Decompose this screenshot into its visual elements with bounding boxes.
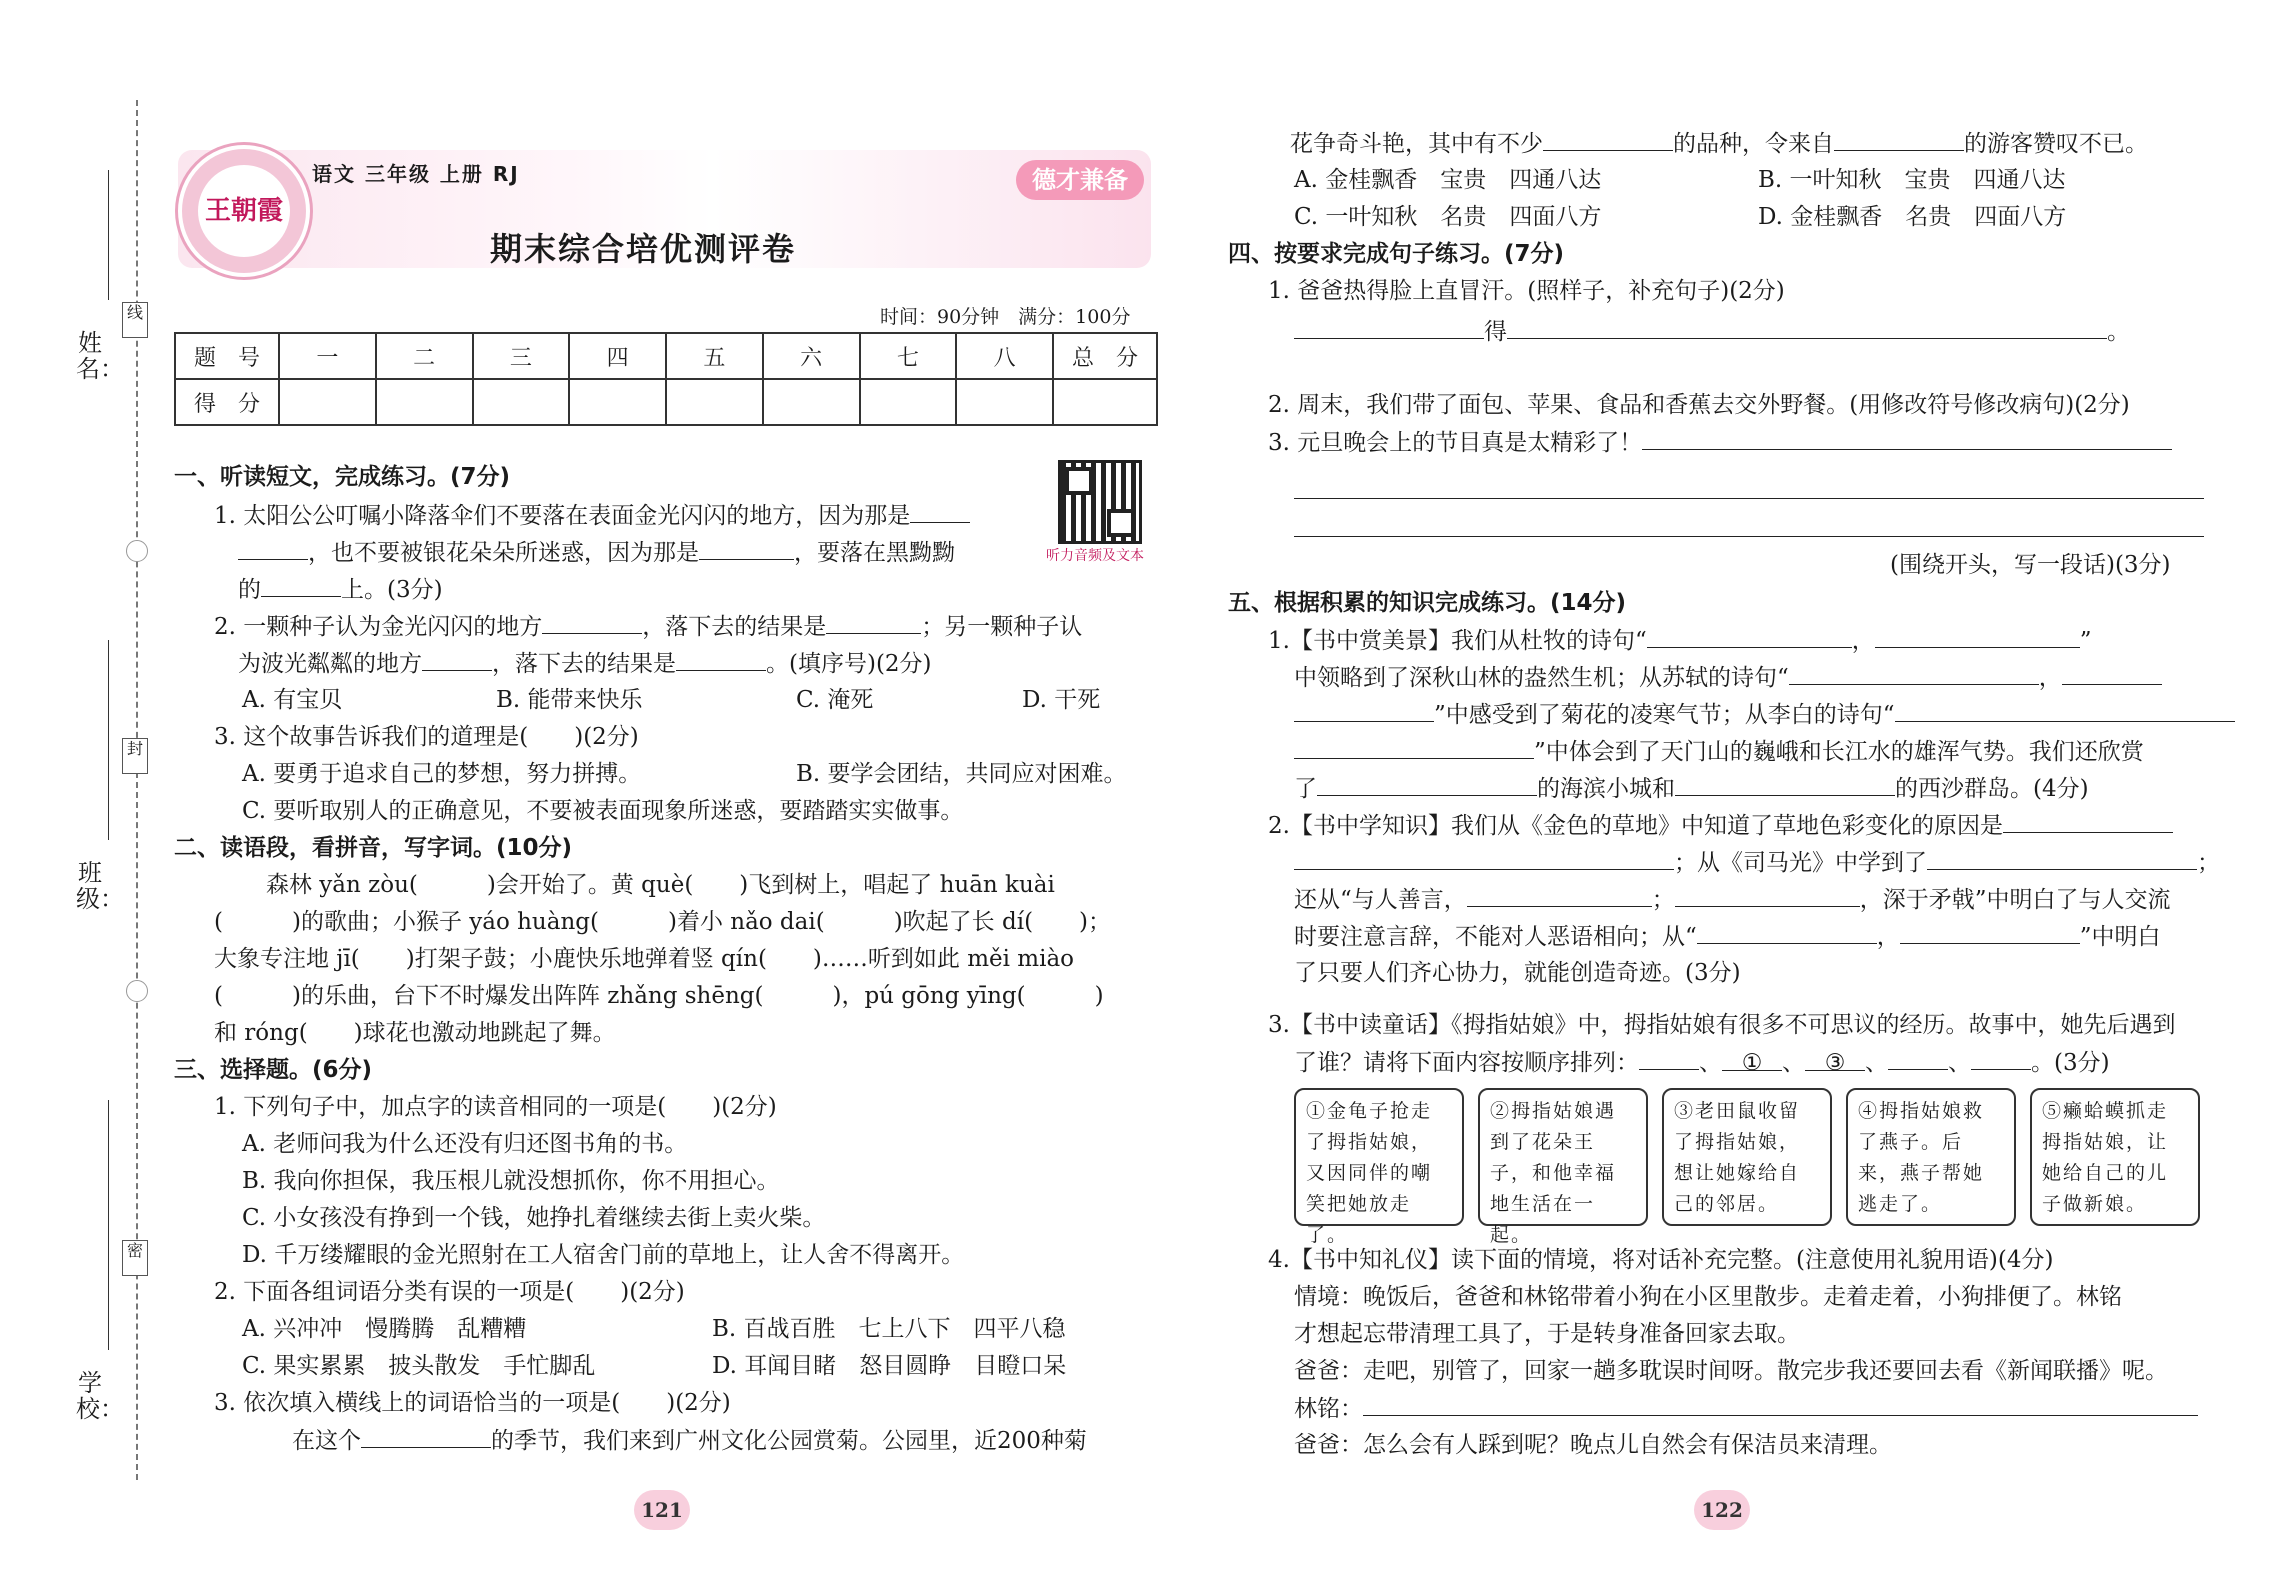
text: 了谁？请将下面内容按顺序排列：	[1294, 1050, 1639, 1076]
text: 。(填序号)(2分)	[766, 651, 932, 677]
blank[interactable]	[1697, 921, 1877, 944]
q2-option[interactable]: A. 有宝贝	[242, 687, 343, 713]
story-card: ③老田鼠收留了拇指姑娘，想让她嫁给自己的邻居。	[1662, 1088, 1832, 1226]
binder-mark-mi: 密	[122, 1240, 148, 1276]
blank[interactable]	[1363, 1393, 2198, 1416]
name-label: 姓 名：	[76, 329, 124, 383]
cell: 四	[569, 333, 666, 379]
blank[interactable]	[1639, 1047, 1699, 1070]
d1-answer: 得 。	[1294, 316, 2130, 347]
binder-hole	[126, 540, 148, 562]
c2-option-b[interactable]: B. 百战百胜 七上八下 四平八稳	[712, 1316, 1066, 1342]
score-table-header-row	[175, 333, 1157, 379]
c3-continued	[1290, 128, 2148, 159]
blank[interactable]	[1543, 128, 1673, 151]
q2-option[interactable]: B. 能带来快乐	[496, 687, 643, 713]
blank[interactable]	[1875, 625, 2080, 648]
q1-line1	[214, 500, 970, 531]
text: 2.【书中学知识】我们从《金色的草地》中知道了草地色彩变化的原因是	[1268, 813, 2003, 839]
blank[interactable]	[1971, 1047, 2031, 1070]
section-1-heading: 一、听读短文，完成练习。(7分)	[174, 464, 511, 490]
blank[interactable]	[1294, 316, 1484, 339]
text: ，	[1851, 628, 1875, 654]
blank[interactable]	[361, 1425, 491, 1448]
score-table-score-row	[175, 379, 1157, 425]
score-cell[interactable]	[956, 379, 1053, 425]
text: ；	[2197, 850, 2220, 876]
k4-dialog-dad-2: 爸爸：怎么会有人踩到呢？晚点儿自然会有保洁员来清理。	[1294, 1432, 1892, 1458]
text: 了	[1294, 776, 1317, 802]
qr-caption: 听力音频及文本	[1046, 548, 1144, 564]
pinyin-line: ( )的歌曲；小猴子 yáo huàng( )着小 nǎo dai( )吹起了长 dí( )；	[214, 909, 1112, 935]
k1-line4	[1294, 736, 2144, 767]
k2-line4	[1294, 921, 2161, 952]
score-cell[interactable]	[473, 379, 570, 425]
cell: 三	[473, 333, 570, 379]
c3-text	[292, 1425, 1087, 1456]
blank[interactable]	[1675, 884, 1860, 907]
q1-line2	[238, 537, 955, 568]
text: ，落下去的结果是	[492, 651, 676, 677]
c3-prompt: 3. 依次填入横线上的词语恰当的一项是( )(2分)	[214, 1390, 731, 1416]
k1-line2	[1294, 662, 2162, 693]
c3-option-b[interactable]: B. 一叶知秋 宝贵 四通八达	[1758, 167, 2066, 193]
d2-prompt: 2. 周末，我们带了面包、苹果、食品和香蕉去交外野餐。(用修改符号修改病句)(2分)	[1268, 392, 2130, 418]
text: ，落下去的结果是	[642, 614, 827, 640]
k3-line1: 3.【书中读童话】《拇指姑娘》中，拇指姑娘有很多不可思议的经历。故事中，她先后遇到	[1268, 1012, 2176, 1038]
k4-prompt: 4.【书中知礼仪】读下面的情境，将对话补充完整。(注意使用礼貌用语)(4分)	[1268, 1247, 2054, 1273]
text: 林铭：	[1294, 1396, 1363, 1422]
k3-line2: 了谁？请将下面内容按顺序排列： 、 ① 、 ③ 、 、 。(3分)	[1294, 1047, 2110, 1078]
score-table	[174, 332, 1158, 426]
text: 1.【书中赏美景】我们从杜牧的诗句“	[1268, 628, 1647, 654]
text: ；	[1651, 887, 1675, 913]
cell: 一	[279, 333, 376, 379]
k1-line3	[1294, 699, 2235, 730]
text: 的品种，令来自	[1673, 131, 1834, 157]
time-info: 时间：90分钟 满分：100分	[880, 306, 1131, 328]
page-title: 期末综合培优测评卷	[490, 230, 797, 268]
k1-line1	[1268, 625, 2091, 656]
section-4-heading: 四、按要求完成句子练习。(7分)	[1228, 241, 1565, 267]
text: 中领略到了深秋山林的盎然生机；从苏轼的诗句“	[1294, 665, 1789, 691]
cell: 题 号	[175, 333, 279, 379]
text: 的西沙群岛。(4分)	[1895, 776, 2089, 802]
score-cell[interactable]	[279, 379, 376, 425]
k4-scene-2: 才想起忘带清理工具了，于是转身准备回家去取。	[1294, 1321, 1800, 1347]
blank[interactable]	[1834, 128, 1964, 151]
page-number-left: 121	[634, 1490, 690, 1530]
logo-text: 王朝霞	[198, 165, 290, 257]
blank[interactable]	[542, 611, 642, 634]
cell: 得 分	[175, 379, 279, 425]
story-card: ④拇指姑娘救了燕子。后来，燕子帮她逃走了。	[1846, 1088, 2016, 1226]
pinyin-line: 和 róng( )球花也激动地跳起了舞。	[214, 1020, 616, 1046]
q3-option-b[interactable]: B. 要学会团结，共同应对困难。	[796, 761, 1127, 787]
k2-line1	[1268, 810, 2173, 841]
blank[interactable]	[676, 648, 766, 671]
q3-prompt: 3. 这个故事告诉我们的道理是( )(2分)	[214, 724, 639, 750]
blank-filled: ①	[1722, 1048, 1782, 1071]
story-card: ②拇指姑娘遇到了花朵王子，和他幸福地生活在一起。	[1478, 1088, 1648, 1226]
q2-option[interactable]: C. 淹死	[796, 687, 874, 713]
text: ；从《司马光》中学到了	[1674, 850, 1927, 876]
text: ”	[2079, 628, 2092, 654]
blank[interactable]	[1642, 427, 2172, 450]
c3-option-c[interactable]: C. 一叶知秋 名贵 四面八方	[1294, 204, 1602, 230]
k4-scene-1: 情境：晚饭后，爸爸和林铭带着小狗在小区里散步。走着走着，小狗排便了。林铭	[1294, 1284, 2122, 1310]
cell: 七	[860, 333, 957, 379]
text: ”中体会到了天门山的巍峨和长江水的雄浑气势。我们还欣赏	[1534, 739, 2144, 765]
k1-line5	[1294, 773, 2089, 804]
blank-filled: ③	[1805, 1048, 1865, 1071]
blank[interactable]	[1294, 699, 1434, 722]
text: 为波光粼粼的地方	[238, 651, 422, 677]
story-card: ⑤癞蛤蟆抓走拇指姑娘，让她给自己的儿子做新娘。	[2030, 1088, 2200, 1226]
blank[interactable]	[1895, 699, 2235, 722]
school-label: 学 校：	[76, 1369, 124, 1423]
text: 的海滨小城和	[1537, 776, 1675, 802]
text: ，	[2038, 665, 2062, 691]
answer-line[interactable]	[1294, 498, 2204, 499]
c1-option-b[interactable]: B. 我向你担保，我压根儿就没想抓你，你不用担心。	[242, 1168, 780, 1194]
class-label: 班 级：	[76, 859, 124, 913]
answer-line[interactable]	[1294, 536, 2204, 537]
section-3-heading: 三、选择题。(6分)	[174, 1057, 373, 1083]
school-write-line	[108, 1100, 109, 1350]
text: 3. 元旦晚会上的节目真是太精彩了！	[1268, 430, 1643, 456]
binder-mark-xian: 线	[122, 302, 148, 338]
score-cell[interactable]	[860, 379, 957, 425]
c2-option-d[interactable]: D. 耳闻目睹 怒目圆睁 目瞪口呆	[712, 1353, 1067, 1379]
score-cell[interactable]	[1053, 379, 1157, 425]
c1-option-c[interactable]: C. 小女孩没有挣到一个钱，她挣扎着继续去街上卖火柴。	[242, 1205, 826, 1231]
q3-option-c[interactable]: C. 要听取别人的正确意见，不要被表面现象所迷惑，要踏踏实实做事。	[242, 798, 964, 824]
subject-info: 语文 三年级 上册 RJ	[312, 162, 520, 186]
section-2-heading: 二、读语段，看拼音，写字词。(10分)	[174, 835, 573, 861]
cell: 八	[956, 333, 1053, 379]
binder-hole	[126, 980, 148, 1002]
c3-option-a[interactable]: A. 金桂飘香 宝贵 四通八达	[1294, 167, 1602, 193]
pinyin-line: 大象专注地 jī( )打架子鼓；小鹿快乐地弹着竖 qín( )……听到如此 měi miào	[214, 946, 1075, 972]
section-5-heading: 五、根据积累的知识完成练习。(14分)	[1228, 590, 1627, 616]
k4-dialog-dad: 爸爸：走吧，别管了，回家一趟多耽误时间呀。散完步我还要回去看《新闻联播》呢。	[1294, 1358, 2168, 1384]
q3-option-a[interactable]: A. 要勇于追求自己的梦想，努力拼搏。	[242, 761, 642, 787]
k2-line5: 了只要人们齐心协力，就能创造奇迹。(3分)	[1294, 960, 1741, 986]
c1-prompt: 1. 下列句子中，加点字的读音相同的一项是( )(2分)	[214, 1094, 777, 1120]
c2-prompt: 2. 下面各组词语分类有误的一项是( )(2分)	[214, 1279, 685, 1305]
text: ”中感受到了菊花的凌寒气节；从李白的诗句“	[1434, 702, 1895, 728]
c1-option-d[interactable]: D. 千万缕耀眼的金光照射在工人宿舍门前的草地上，让人舍不得离开。	[242, 1242, 965, 1268]
text: 。(3分)	[2031, 1050, 2110, 1076]
score-cell[interactable]	[569, 379, 666, 425]
blank[interactable]	[1294, 847, 1674, 870]
class-write-line	[108, 640, 109, 840]
blank[interactable]	[1888, 1047, 1948, 1070]
blank[interactable]	[699, 537, 794, 560]
text: ，	[1876, 924, 1900, 950]
text: ”中明白	[2079, 924, 2161, 950]
c1-option-a[interactable]: A. 老师问我为什么还没有归还图书角的书。	[242, 1131, 688, 1157]
story-card: ①金龟子抢走了拇指姑娘，又因同伴的嘲笑把她放走了。	[1294, 1088, 1464, 1226]
text: 的游客赞叹不已。	[1964, 131, 2148, 157]
blank[interactable]	[1927, 847, 2197, 870]
cell: 五	[666, 333, 763, 379]
c2-option-a[interactable]: A. 兴冲冲 慢腾腾 乱糟糟	[242, 1316, 527, 1342]
cell: 六	[763, 333, 860, 379]
blank[interactable]	[826, 611, 921, 634]
blank[interactable]	[910, 500, 970, 523]
text: 上。(3分)	[341, 577, 443, 603]
q2-line1	[214, 611, 1082, 642]
cell: 二	[376, 333, 473, 379]
k4-dialog-linming	[1294, 1393, 2198, 1424]
c3-option-d[interactable]: D. 金桂飘香 名贵 四面八方	[1758, 204, 2067, 230]
text: 的季节，我们来到广州文化公园赏菊。公园里，近200种菊	[491, 1428, 1087, 1454]
motto-badge: 德才兼备	[1016, 160, 1144, 200]
blank[interactable]	[238, 537, 308, 560]
q2-line2	[238, 648, 932, 679]
blank[interactable]	[1675, 773, 1895, 796]
name-write-line	[108, 170, 109, 300]
d3-prompt	[1268, 427, 2172, 458]
pinyin-line: ( )的乐曲，台下不时爆发出阵阵 zhǎng shēng( )，pú gōng yīng( )	[214, 983, 1104, 1009]
blank[interactable]	[1294, 736, 1534, 759]
q1-line3	[238, 574, 443, 605]
text: 1. 太阳公公叮嘱小降落伞们不要落在表面金光闪闪的地方，因为那是	[214, 503, 911, 529]
qr-code-icon[interactable]	[1058, 460, 1142, 544]
binder-mark-feng: 封	[122, 738, 148, 774]
text: ，深于矛戟”中明白了与人交流	[1859, 887, 2171, 913]
page-number-right: 122	[1694, 1490, 1750, 1530]
blank[interactable]	[261, 574, 341, 597]
c2-option-c[interactable]: C. 果实累累 披头散发 手忙脚乱	[242, 1353, 596, 1379]
text: ，也不要被银花朵朵所迷惑，因为那是	[308, 540, 699, 566]
pinyin-line: 森林 yǎn zòu( )会开始了。黄 què( )飞到树上，唱起了 huān kuài	[266, 872, 1055, 898]
text: 得	[1484, 319, 1507, 345]
brand-logo	[178, 145, 310, 277]
text: ，要落在黑黝黝	[794, 540, 955, 566]
d1-prompt: 1. 爸爸热得脸上直冒汗。(照样子，补充句子)(2分)	[1268, 278, 1785, 304]
text: 时要注意言辞，不能对人恶语相向；从“	[1294, 924, 1697, 950]
text: 在这个	[292, 1428, 361, 1454]
text: 花争奇斗艳，其中有不少	[1290, 131, 1543, 157]
score-cell[interactable]	[666, 379, 763, 425]
blank[interactable]	[422, 648, 492, 671]
blank[interactable]	[1317, 773, 1537, 796]
blank[interactable]	[1507, 316, 2107, 339]
score-cell[interactable]	[376, 379, 473, 425]
blank[interactable]	[2062, 662, 2162, 685]
d3-note: (围绕开头，写一段话)(3分)	[1890, 552, 2171, 578]
blank[interactable]	[1900, 921, 2080, 944]
text: 的	[238, 577, 261, 603]
cell: 总 分	[1053, 333, 1157, 379]
blank[interactable]	[2003, 810, 2173, 833]
blank[interactable]	[1789, 662, 2039, 685]
blank[interactable]	[1467, 884, 1652, 907]
score-cell[interactable]	[763, 379, 860, 425]
text: 2. 一颗种子认为金光闪闪的地方	[214, 614, 543, 640]
text: 还从“与人善言，	[1294, 887, 1467, 913]
blank[interactable]	[1647, 625, 1852, 648]
k2-line2	[1294, 847, 2220, 878]
k2-line3	[1294, 884, 2171, 915]
text: ；另一颗种子认	[921, 614, 1083, 640]
q2-option[interactable]: D. 干死	[1022, 687, 1101, 713]
